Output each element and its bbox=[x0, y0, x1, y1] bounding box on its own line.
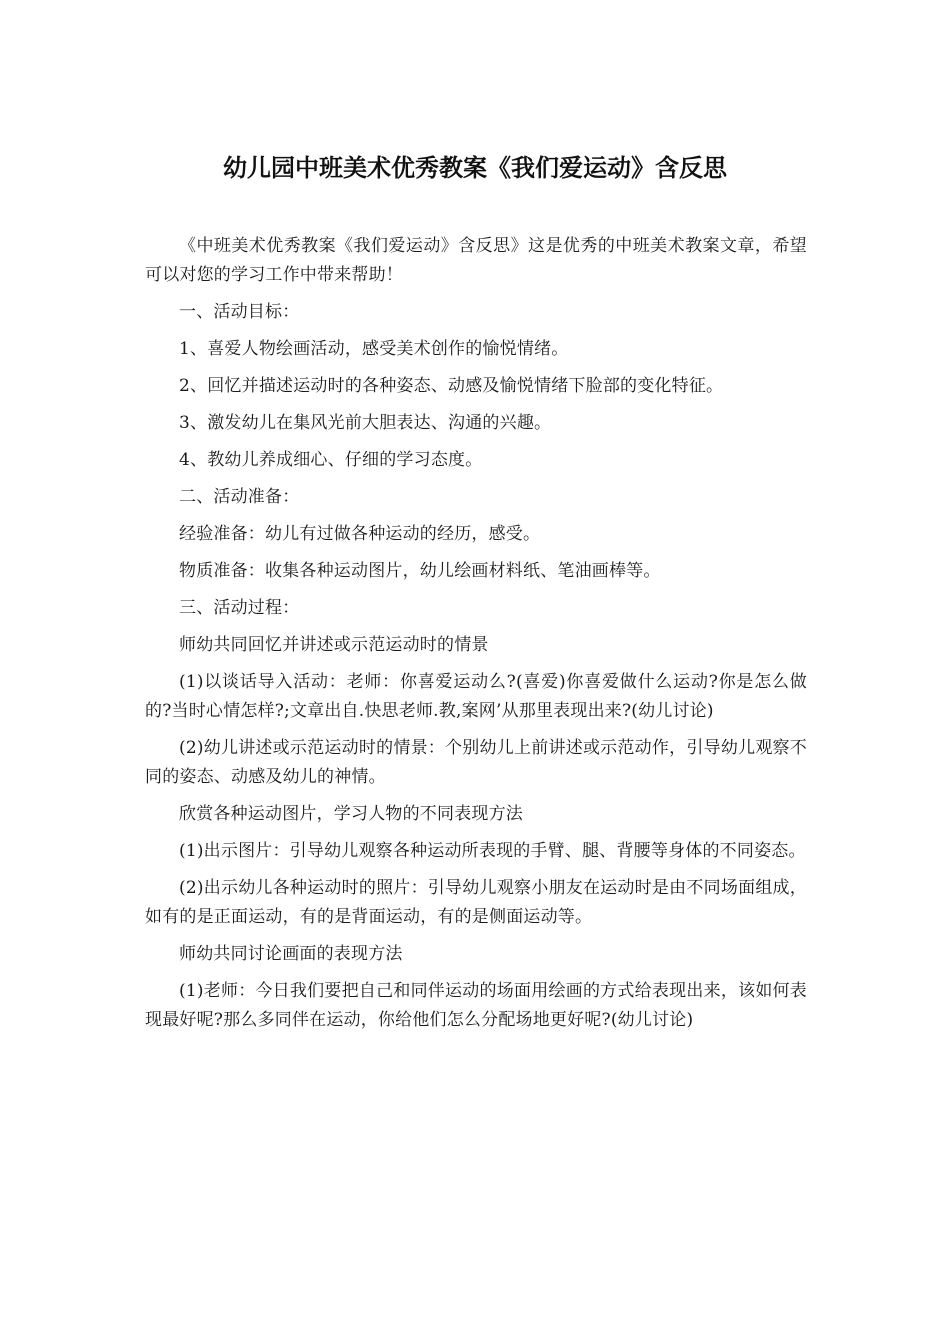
process-recall-item-1: (1)以谈话导入活动：老师：你喜爱运动么?(喜爱)你喜爱做什么运动?你是怎么做的?当时心情怎样?;文章出自.快思老师.教,案网’从那里表现出来?(幼儿讨论) bbox=[145, 672, 807, 721]
process-recall-item-2: (2)幼儿讲述或示范运动时的情景：个别幼儿上前讲述或示范动作，引导幼儿观察不同的姿态、动感及幼儿的神情。 bbox=[145, 738, 807, 787]
document-body bbox=[145, 232, 807, 1043]
process-step-appreciate: 欣赏各种运动图片，学习人物的不同表现方法 bbox=[179, 804, 523, 824]
heading-preparation: 二、活动准备： bbox=[179, 487, 300, 507]
document-title: 幼儿园中班美术优秀教案《我们爱运动》含反思 bbox=[223, 154, 727, 182]
paragraph-intro: 《中班美术优秀教案《我们爱运动》含反思》这是优秀的中班美术教案文章，希望可以对您的学习工作中带来帮助！ bbox=[145, 236, 807, 285]
preparation-experience: 经验准备：幼儿有过做各种运动的经历，感受。 bbox=[179, 524, 541, 544]
process-discuss-item-1: (1)老师：今日我们要把自己和同伴运动的场面用绘画的方式给表现出来，该如何表现最好呢?那么多同伴在运动，你给他们怎么分配场地更好呢?(幼儿讨论) bbox=[145, 981, 807, 1030]
goal-item-1: 1、喜爱人物绘画活动，感受美术创作的愉悦情绪。 bbox=[179, 339, 569, 359]
process-appreciate-item-1: (1)出示图片：引导幼儿观察各种运动所表现的手臂、腿、背腰等身体的不同姿态。 bbox=[179, 841, 806, 861]
preparation-materials: 物质准备：收集各种运动图片，幼儿绘画材料纸、笔油画棒等。 bbox=[179, 561, 661, 581]
goal-item-4: 4、教幼儿养成细心、仔细的学习态度。 bbox=[179, 450, 483, 470]
process-appreciate-item-2: (2)出示幼儿各种运动时的照片：引导幼儿观察小朋友在运动时是由不同场面组成，如有的是正面运动，有的是背面运动，有的是侧面运动等。 bbox=[145, 878, 807, 927]
heading-goals: 一、活动目标： bbox=[179, 302, 300, 322]
process-step-discuss: 师幼共同讨论画面的表现方法 bbox=[179, 944, 403, 964]
heading-process: 三、活动过程： bbox=[179, 598, 300, 618]
goal-item-3: 3、激发幼儿在集风光前大胆表达、沟通的兴趣。 bbox=[179, 413, 552, 433]
goal-item-2: 2、回忆并描述运动时的各种姿态、动感及愉悦情绪下脸部的变化特征。 bbox=[179, 376, 724, 396]
process-step-recall: 师幼共同回忆并讲述或示范运动时的情景 bbox=[179, 635, 489, 655]
